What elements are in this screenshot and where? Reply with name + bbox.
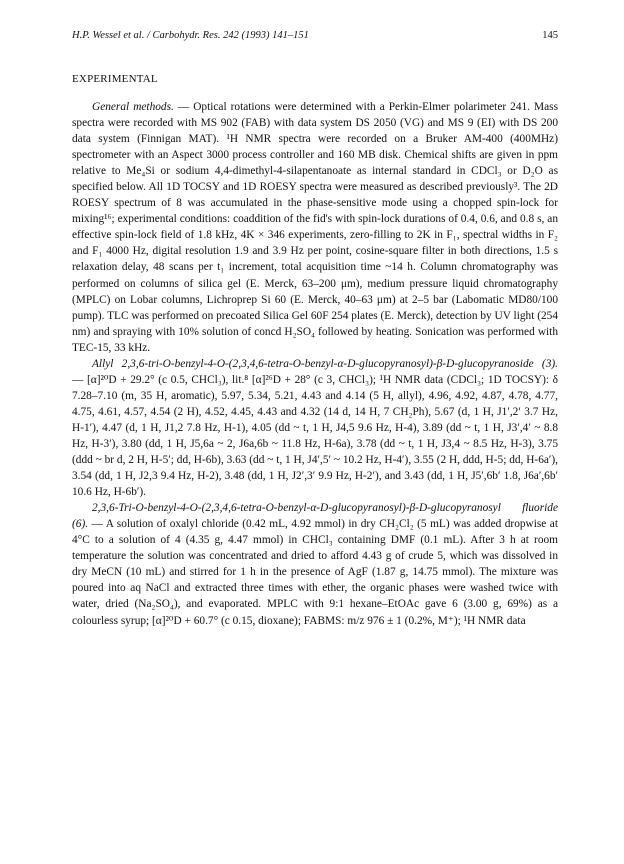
body-text bbox=[72, 99, 558, 629]
paragraph-compound-3 bbox=[72, 356, 558, 500]
paragraph-lead: 2,3,6-Tri-O-benzyl-4-O-(2,3,4,6-tetra-O-benzyl-α-D-glucopyranosyl)-β-D-glucopyranosyl fluoride (6). bbox=[72, 502, 558, 531]
paragraph-lead: Allyl 2,3,6-tri-O-benzyl-4-O-(2,3,4,6-tetra-O-benzyl-α-D-glucopyranosyl)-β-D-glucopyranoside (3). bbox=[92, 357, 558, 370]
paragraph-text: — A solution of oxalyl chloride (0.42 mL, 4.92 mmol) in dry CH₂Cl₂ (5 mL) was added dropwise at 4°C to a solution of 4 (4.35 g, 4.47 mmol) in CHCl₃ containing DMF (0.1 mL). After 3 h at room temperature the solution was concentrated and dried to afford 4.43 g of crude 5, which was dissolved in dry MeCN (10 mL) and stirred for 1 h in the presence of AgF (1.87 g, 14.75 mmol). The mixture was poured into aq NaCl and extracted three times with ether, the organic phases were washed twice with water, dried (Na₂SO₄), and evaporated. MPLC with 9:1 hexane–EtOAc gave 6 (3.00 g, 69%) as a colourless syrup; [α]²⁰D + 60.7° (c 0.15, dioxane); FABMS: m/z 976 ± 1 (0.2%, M⁺); ¹H NMR data bbox=[72, 518, 558, 627]
paragraph-lead: General methods. bbox=[92, 101, 174, 113]
paragraph-compound-6 bbox=[72, 500, 558, 628]
paragraph-text: — Optical rotations were determined with a Perkin-Elmer polarimeter 241. Mass spectra were recorded with MS 902 (FAB) with data system DS 2050 (VG) and MS 9 (EI) with DS 200 data system (Finnigan MAT). ¹H NMR spectra were recorded on a Bruker AM-400 (400MHz) spectrometer with an Aspect 3000 process controller and 160 MB disk. Chemical shifts are given in ppm relative to Me₄Si or sodium 4,4-dimethyl-4-silapentanoate as internal standard in CDCl₃ or D₂O as specified below. All 1D TOCSY and 1D ROESY spectra were measured as described previously³. The 2D ROESY spectrum of 8 was accumulated in the phase-sensitive mode using a chopped spin-lock for mixing¹⁶; experimental conditions: coaddition of the fid's with spin-lock durations of 0.4, 0.6, and 0.8 s, an effective spin-lock field of 1.8 kHz, 4K × 346 experiments, zero-filling to 2K in F₁, spectral widths in F₂ and F₁ 4000 Hz, digital resolution 1.9 and 3.9 Hz per point, cosine-square filter in both directions, 1.5 s relaxation delay, 48 scans per t₁ increment, total acquisition time ~14 h. Column chromatography was performed on columns of silica gel (E. Merck, 63–200 μm), medium pressure liquid chromatography (MPLC) on Lobar columns, Lichroprep Si 60 (E. Merck, 40–63 μm) at 2–5 bar (Labomatic MD80/100 pump). TLC was performed on precoated Silica Gel 60F 254 plates (E. Merck), detection by UV light (254 nm) and spraying with 10% solution of concd H₂SO₄ followed by heating. Sonication was performed with TEC-15, 33 kHz. bbox=[72, 101, 558, 354]
page-number: 145 bbox=[542, 30, 558, 41]
paragraph-text: — [α]²⁰D + 29.2° (c 0.5, CHCl₃), lit.⁸ [α]²⁶D + 28° (c 3, CHCl₃); ¹H NMR data (CDCl₃; 1D TOCSY): δ 7.28–7.10 (m, 35 H, aromatic), 5.97, 5.34, 5.21, 4.43 and 4.14 (5 H, allyl), 4.96, 4.92, 4.87, 4.78, 4.77, 4.75, 4.61, 4.57, 4.54 (2 H), 4.52, 4.45, 4.43 and 4.32 (14 d, 14 H, 7 CH₂Ph), 5.67 (d, 1 H, J1′,2′ 3.7 Hz, H-1′), 4.47 (d, 1 H, J1,2 7.8 Hz, H-1), 4.05 (dd ~ t, 1 H, J4,5 9.6 Hz, H-4), 3.89 (dd ~ t, 1 H, J3′,4′ ~ 8.8 Hz, H-3′), 3.80 (dd, 1 H, J5,6a ~ 2, J6a,6b ~ 11.8 Hz, H-6a), 3.78 (dd ~ t, 1 H, J3,4 ~ 8.5 Hz, H-3), 3.75 (ddd ~ br d, 2 H, H-5′; dd, H-6b), 3.63 (dd ~ t, 1 H, J4′,5′ ~ 10.2 Hz, H-4′), 3.55 (2 H, ddd, H-5; dd, H-6a′), 3.54 (dd, 1 H, J2,3 9.4 Hz, H-2), 3.48 (dd, 1 H, J2′,3′ 9.9 Hz, H-2′), and 3.43 (dd, 1 H, J5′,6b′ 1.8, J6a′,6b′ 10.6 Hz, H-6b′). bbox=[72, 373, 558, 499]
journal-citation: H.P. Wessel et al. / Carbohydr. Res. 242 (1993) 141–151 bbox=[72, 30, 309, 41]
running-header bbox=[72, 30, 558, 44]
section-title: EXPERIMENTAL bbox=[72, 73, 158, 85]
paragraph-general-methods bbox=[72, 99, 558, 356]
